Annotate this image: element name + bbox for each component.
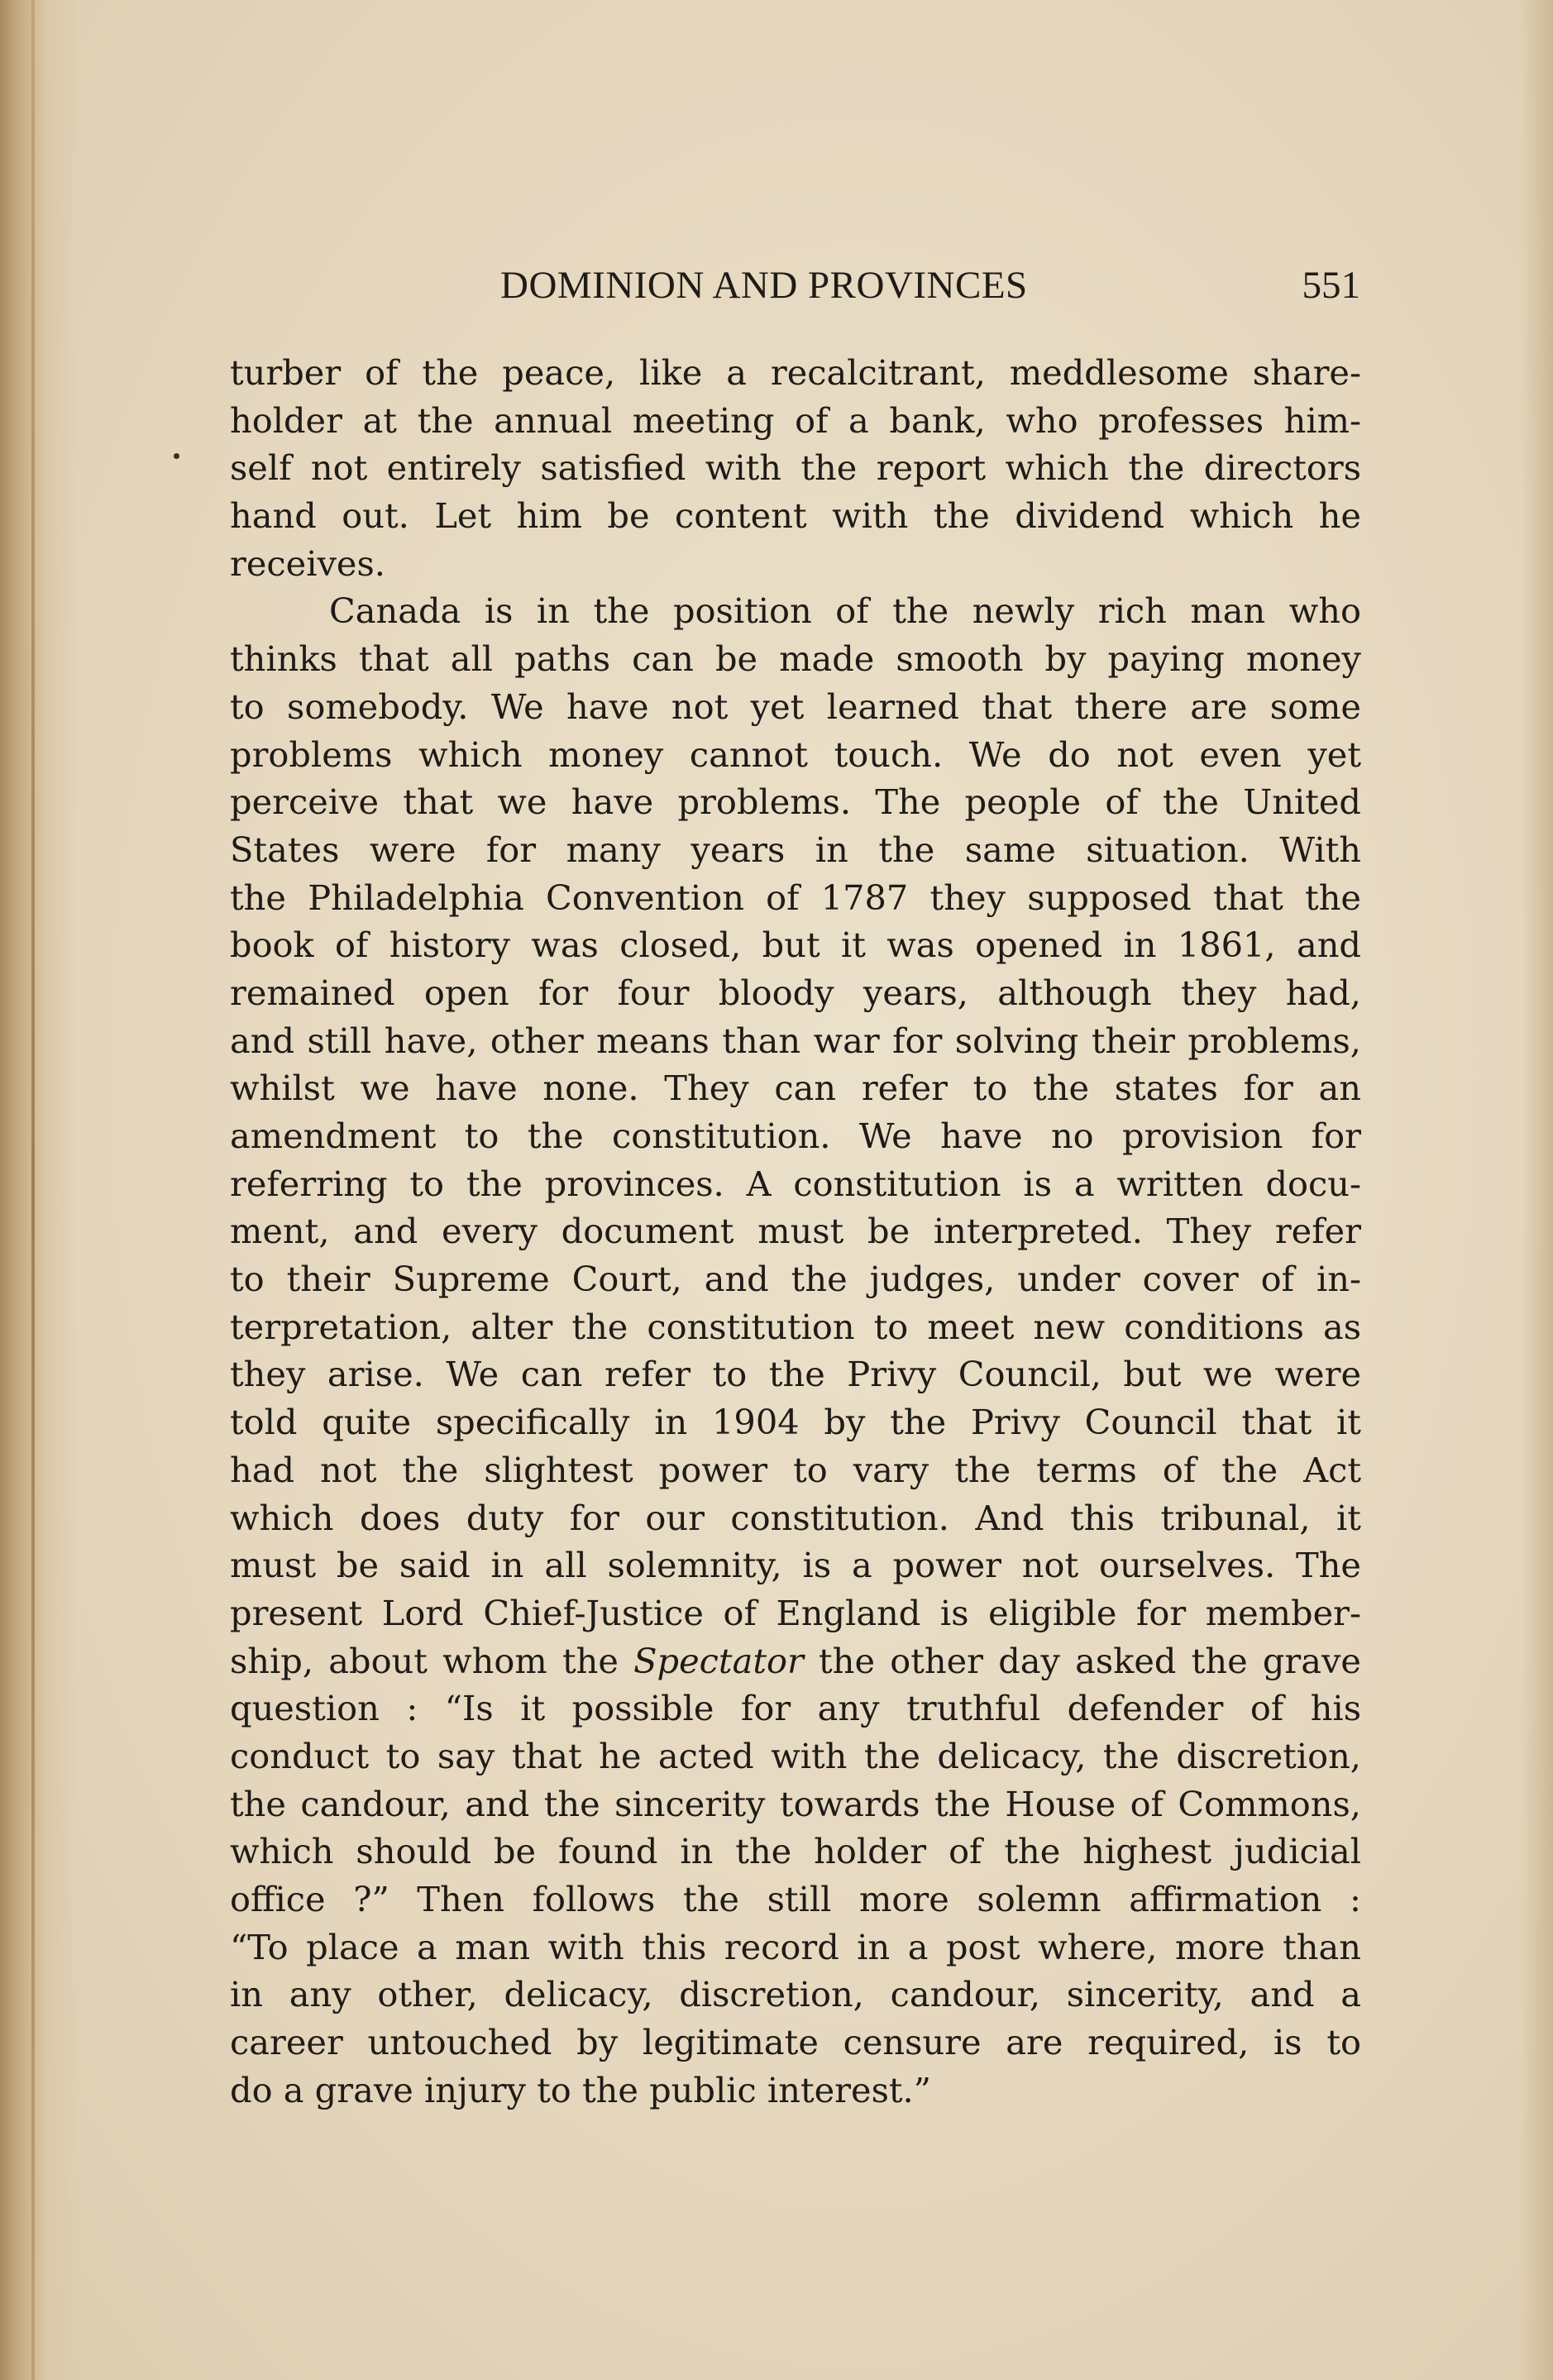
text-line: terpretation, alter the constitution to meet new conditions as — [230, 1306, 1361, 1347]
text-line: referring to the provinces. A constitution is a written docu- — [230, 1163, 1361, 1204]
text-line: and still have, other means than war for solving their problems, — [230, 1020, 1361, 1061]
binding-gutter — [0, 0, 79, 2380]
text-line: office ?” Then follows the still more solemn affirmation : — [230, 1879, 1361, 1919]
italic-title: Spectator — [633, 1640, 804, 1681]
text-line: States were for many years in the same situation. With — [230, 829, 1361, 870]
text-line: thinks that all paths can be made smooth by paying money — [230, 638, 1361, 680]
text-line: the candour, and the sincerity towards the House of Commons, — [230, 1783, 1361, 1824]
text-line: in any other, delicacy, discretion, candour, sincerity, and a — [230, 1974, 1361, 2015]
text-line-spectator — [230, 1637, 1361, 1685]
text-line: turber of the peace, like a recalcitrant, meddlesome share- — [230, 352, 1361, 393]
body-text — [230, 349, 1361, 2114]
running-head: DOMINION AND PROVINCES — [500, 264, 1028, 307]
text-line: conduct to say that he acted with the delicacy, the discretion, — [230, 1735, 1361, 1776]
text-line: question : “Is it possible for any truthful defender of his — [230, 1688, 1361, 1729]
text-line: remained open for four bloody years, although they had, — [230, 972, 1361, 1013]
text-line: ment, and every document must be interpreted. They refer — [230, 1211, 1361, 1252]
text-line: which does duty for our constitution. And this tribunal, it — [230, 1497, 1361, 1538]
text-line: present Lord Chief-Justice of England is eligible for member- — [230, 1592, 1361, 1633]
text-line: book of history was closed, but it was opened in 1861, and — [230, 925, 1361, 966]
text-line: whilst we have none. They can refer to the states for an — [230, 1068, 1361, 1109]
text-line: the Philadelphia Convention of 1787 they supposed that the — [230, 877, 1361, 918]
text-line: “To place a man with this record in a post where, more than — [230, 1926, 1361, 1967]
text-segment: the other day asked the grave — [819, 1640, 1361, 1681]
text-line: must be said in all solemnity, is a power not ourselves. The — [230, 1545, 1361, 1586]
text-line: Canada is in the position of the newly rich man who — [329, 590, 1361, 632]
margin-dot-mark — [174, 453, 179, 459]
text-line: which should be found in the holder of the highest judicial — [230, 1831, 1361, 1872]
text-line: receives. — [230, 542, 385, 584]
text-line: self not entirely satisfied with the report which the directors — [230, 447, 1361, 489]
text-line: they arise. We can refer to the Privy Council, but we were — [230, 1354, 1361, 1395]
text-line: holder at the annual meeting of a bank, who professes him- — [230, 399, 1361, 441]
text-line: problems which money cannot touch. We do not even yet — [230, 734, 1361, 775]
text-line: do a grave injury to the public interest.” — [230, 2069, 931, 2110]
page-header — [232, 263, 1360, 313]
page-edge-shadow — [1520, 0, 1553, 2380]
text-line: told quite specifically in 1904 by the Privy Council that it — [230, 1402, 1361, 1443]
text-line: to somebody. We have not yet learned that there are some — [230, 686, 1361, 727]
text-line: hand out. Let him be content with the dividend which he — [230, 495, 1361, 537]
text-segment: ship, about whom the — [230, 1640, 619, 1681]
binding-crease — [31, 0, 35, 2380]
page-number: 551 — [1302, 264, 1360, 307]
text-line: to their Supreme Court, and the judges, under cover of in- — [230, 1259, 1361, 1300]
text-line: career untouched by legitimate censure are required, is to — [230, 2022, 1361, 2063]
text-line: had not the slightest power to vary the terms of the Act — [230, 1449, 1361, 1490]
text-line: perceive that we have problems. The people of the United — [230, 781, 1361, 823]
text-line: amendment to the constitution. We have no provision for — [230, 1116, 1361, 1156]
